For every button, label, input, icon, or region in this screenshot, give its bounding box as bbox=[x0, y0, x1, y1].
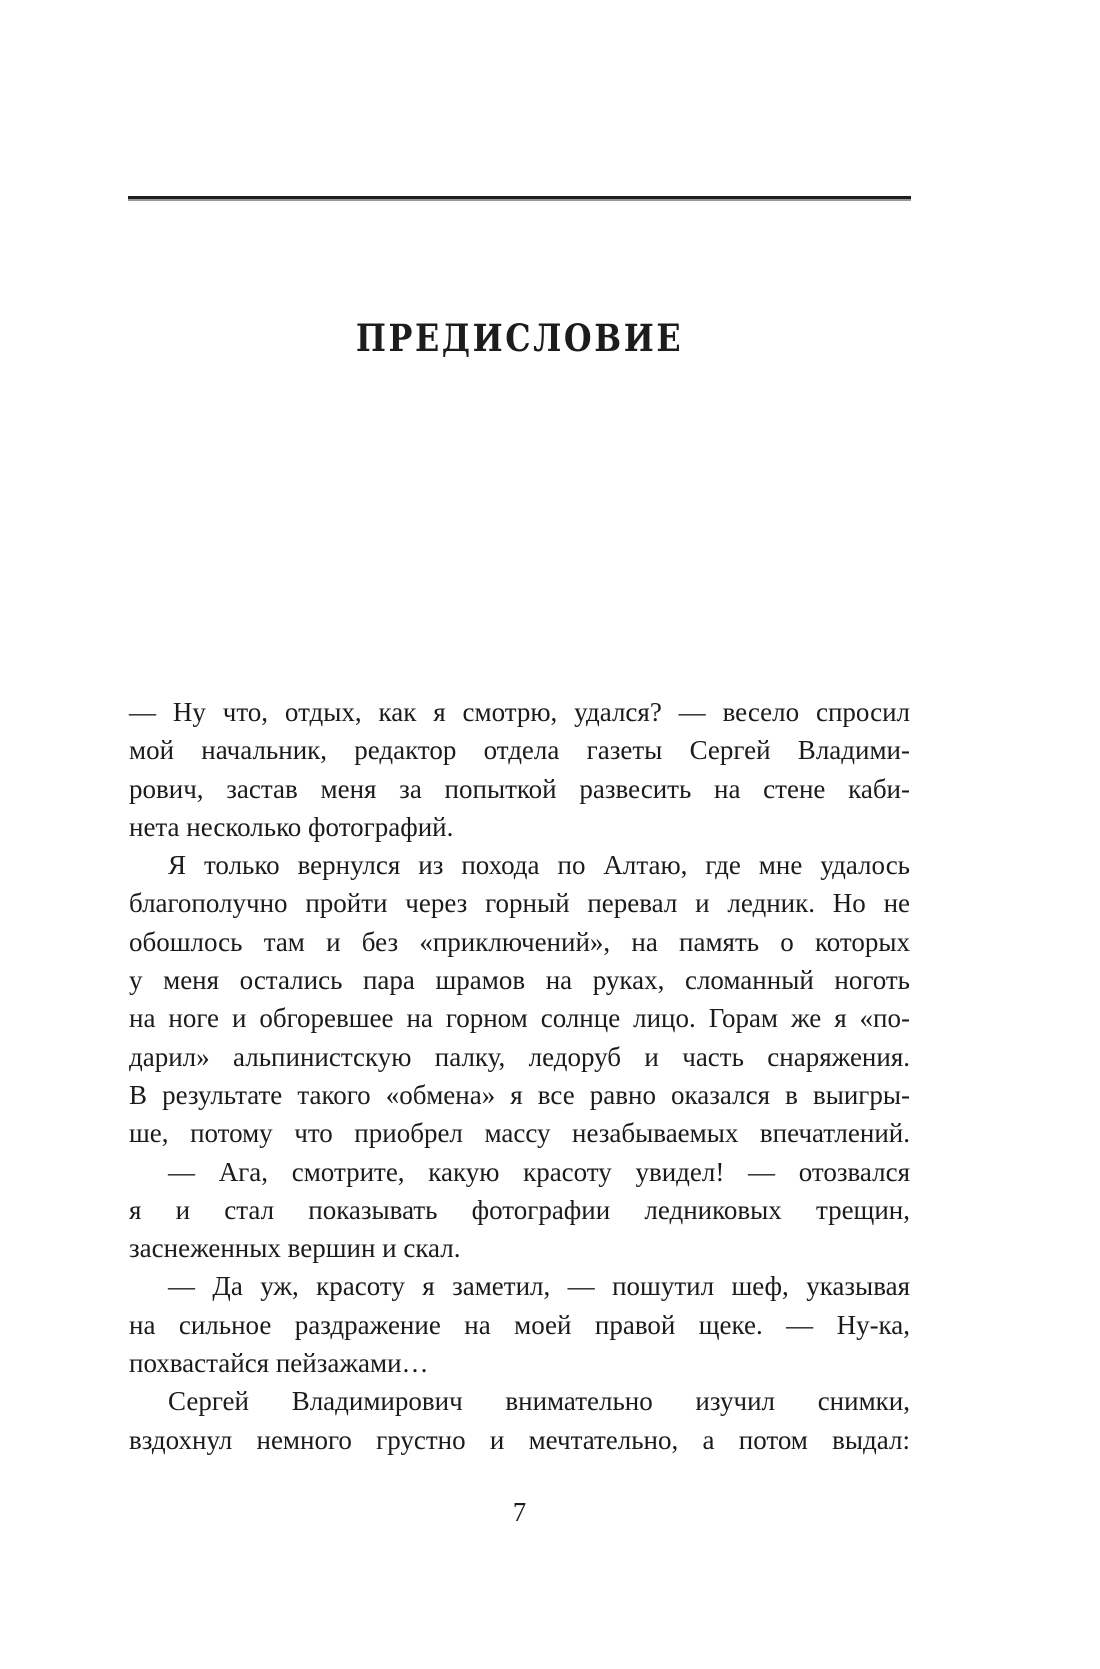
page-number: 7 bbox=[512, 1497, 527, 1527]
text-line: — Ну что, отдых, как я смотрю, удался? — весело спросил bbox=[129, 697, 910, 727]
text-line: обошлось там и без «приключений», на память о которых bbox=[129, 926, 910, 957]
text-line: ше, потому что приобрел массу незабываемых впечатлений. bbox=[129, 1118, 910, 1149]
text-line: Сергей Владимирович внимательно изучил снимки, bbox=[168, 1386, 910, 1417]
text-line: у меня остались пара шрамов на руках, сломанный ноготь bbox=[129, 965, 910, 996]
text-line: рович, застав меня за попыткой развесить на стене каби- bbox=[129, 773, 910, 804]
text-line: мой начальник, редактор отдела газеты Сергей Владими- bbox=[129, 735, 910, 766]
text-line: нета несколько фотографий. bbox=[129, 811, 454, 842]
text-line: на сильное раздражение на моей правой щеке. — Ну-ка, bbox=[129, 1309, 910, 1340]
text-line: заснеженных вершин и скал. bbox=[129, 1233, 461, 1264]
text-line: благополучно пройти через горный перевал и ледник. Но не bbox=[129, 888, 910, 919]
text-line: — Ага, смотрите, какую красоту увидел! — отозвался bbox=[168, 1156, 910, 1187]
text-line: В результате такого «обмена» я все равно оказался в выигры- bbox=[129, 1079, 910, 1110]
text-line: на ноге и обгоревшее на горном солнце лицо. Горам же я «по- bbox=[129, 1003, 910, 1034]
body-text bbox=[129, 693, 910, 1459]
chapter-title: ПРЕДИСЛОВИЕ bbox=[355, 316, 684, 360]
text-line: вздохнул немного грустно и мечтательно, а потом выдал: bbox=[129, 1424, 910, 1455]
text-line: — Да уж, красоту я заметил, — пошутил шеф, указывая bbox=[168, 1271, 910, 1302]
text-line: я и стал показывать фотографии ледниковых трещин, bbox=[129, 1194, 910, 1225]
chapter-top-rule bbox=[128, 196, 911, 201]
text-line: дарил» альпинистскую палку, ледоруб и часть снаряжения. bbox=[129, 1041, 910, 1072]
text-line: Я только вернулся из похода по Алтаю, где мне удалось bbox=[168, 850, 910, 881]
text-line: похвастайся пейзажами… bbox=[129, 1348, 429, 1379]
